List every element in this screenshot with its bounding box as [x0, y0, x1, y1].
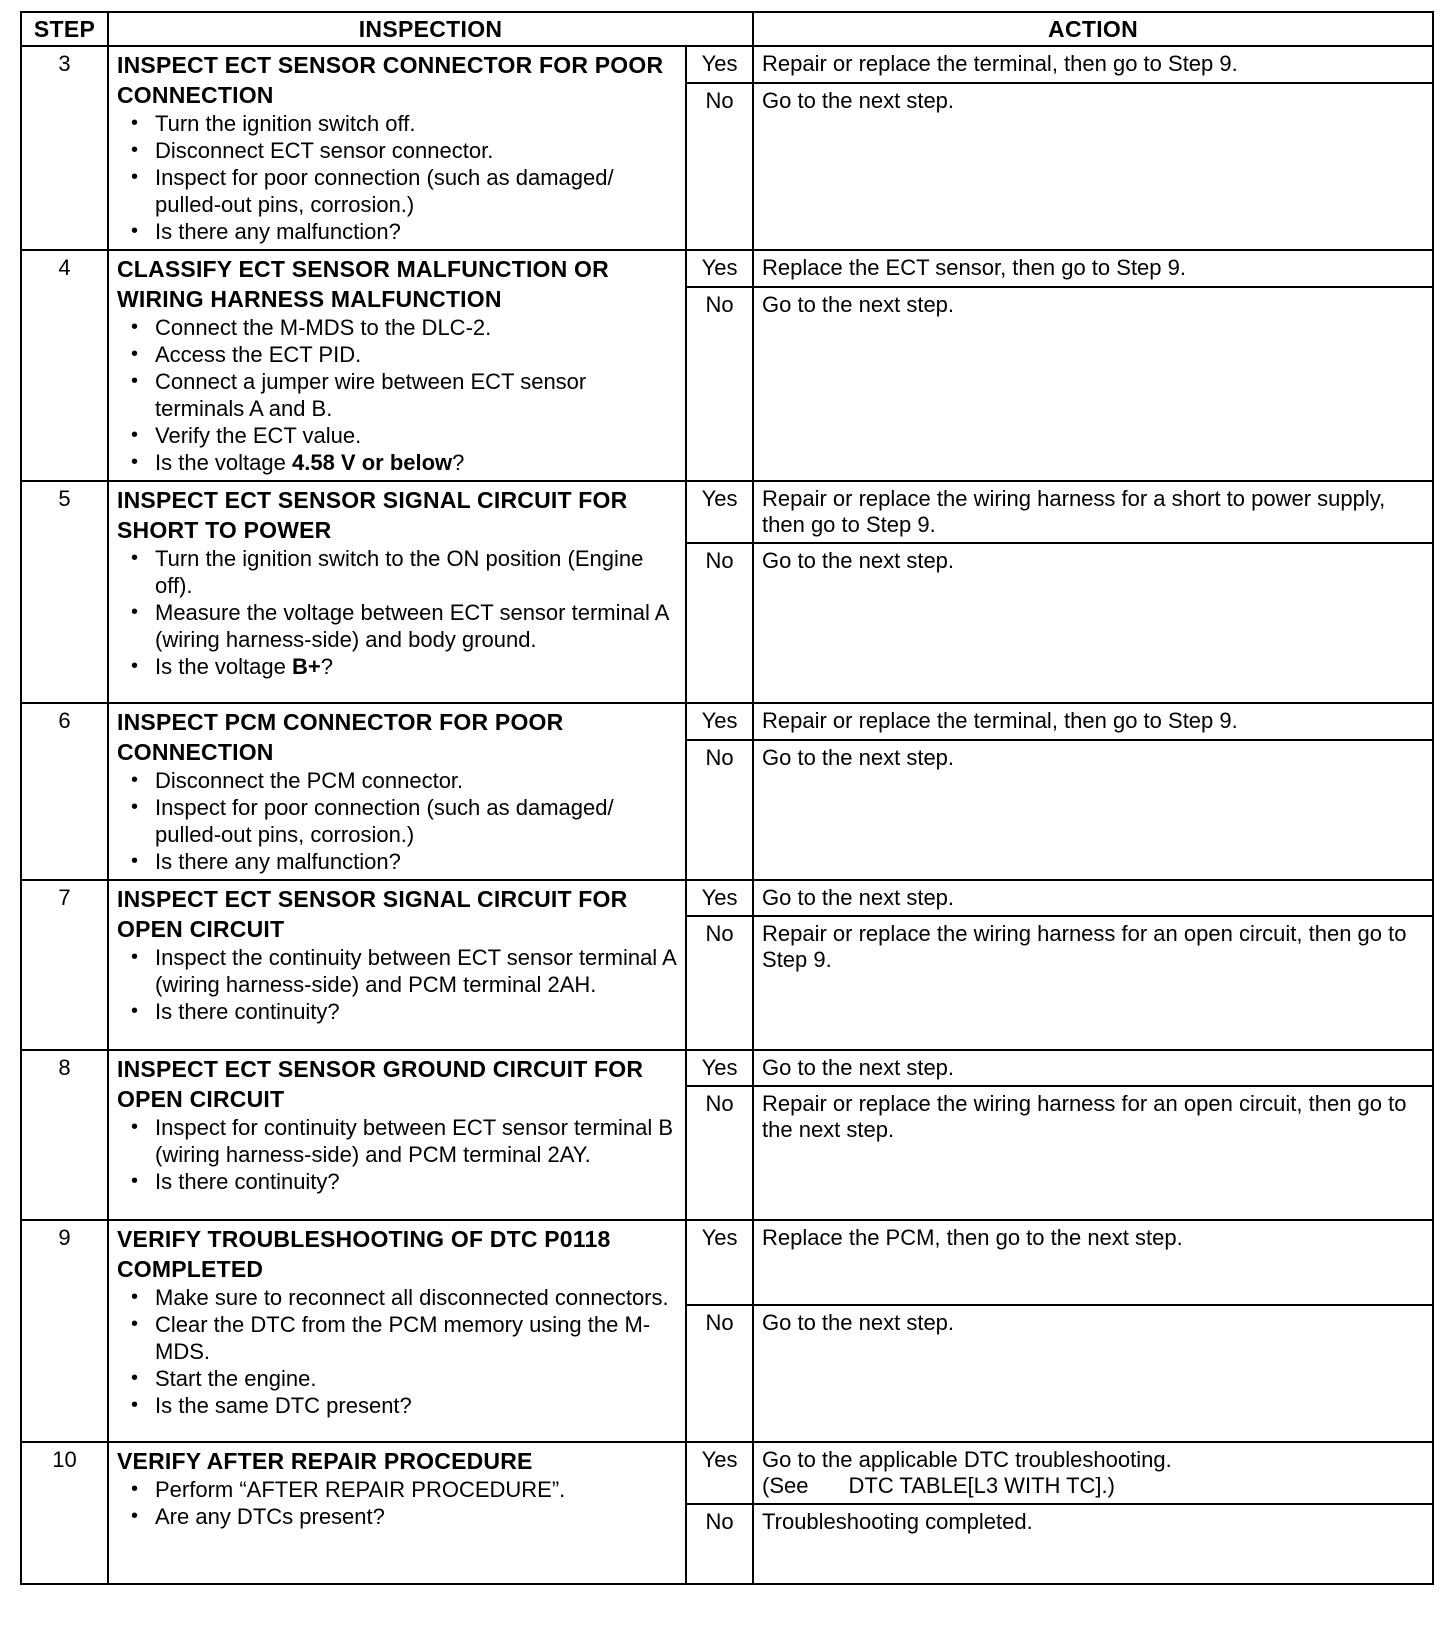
inspection-cell [108, 46, 686, 250]
list-item: • Turn the ignition switch off. [131, 110, 679, 137]
see-reference [762, 1473, 1426, 1499]
no-label: No [686, 1504, 753, 1584]
list-item: • Inspect for continuity between ECT sensor terminal B (wiring harness-side) and PCM terminal 2AY. [131, 1114, 679, 1168]
no-action: Go to the next step. [753, 543, 1433, 703]
step-number: 9 [21, 1220, 108, 1442]
action-header: ACTION [753, 12, 1433, 46]
yes-label: Yes [686, 880, 753, 916]
dtc-table-link[interactable]: DTC TABLE[L3 WITH TC].) [848, 1473, 1115, 1498]
yes-action: Replace the PCM, then go to the next step. [753, 1220, 1433, 1305]
question-end: ? [452, 450, 465, 475]
table-row [21, 481, 1433, 543]
no-action: Go to the next step. [753, 83, 1433, 250]
inspection-cell [108, 481, 686, 703]
no-label: No [686, 83, 753, 250]
table-row [21, 1220, 1433, 1305]
question-end: ? [320, 654, 333, 679]
no-action: Go to the next step. [753, 740, 1433, 880]
link-icon [819, 1480, 839, 1494]
table-row [21, 250, 1433, 287]
table-row [21, 703, 1433, 740]
inspection-header: INSPECTION [108, 12, 753, 46]
inspection-title: VERIFY AFTER REPAIR PROCEDURE [117, 1448, 533, 1474]
yes-action-cell [753, 1442, 1433, 1504]
list-item: • Disconnect ECT sensor connector. [131, 137, 679, 164]
inspection-cell [108, 1220, 686, 1442]
list-item: • Clear the DTC from the PCM memory using the M-MDS. [131, 1311, 679, 1365]
step-number: 8 [21, 1050, 108, 1220]
inspection-cell [108, 250, 686, 481]
step-number: 7 [21, 880, 108, 1050]
no-label: No [686, 1086, 753, 1220]
question-text: Is the voltage [155, 450, 292, 475]
yes-label: Yes [686, 46, 753, 83]
list-item: • Inspect the continuity between ECT sensor terminal A (wiring harness-side) and PCM terminal 2AH. [131, 944, 679, 998]
inspection-cell [108, 880, 686, 1050]
table-row [21, 1442, 1433, 1504]
list-item: • Access the ECT PID. [131, 341, 679, 368]
yes-label: Yes [686, 1442, 753, 1504]
yes-label: Yes [686, 250, 753, 287]
table-row [21, 46, 1433, 83]
list-item: • Is there any malfunction? [131, 848, 679, 875]
inspection-title: INSPECT ECT SENSOR CONNECTOR FOR POOR CONNECTION [117, 52, 664, 108]
inspection-cell [108, 703, 686, 880]
list-item [131, 449, 679, 476]
list-item: • Measure the voltage between ECT sensor terminal A (wiring harness-side) and body ground. [131, 599, 679, 653]
table-row [21, 1050, 1433, 1086]
yes-action: Repair or replace the wiring harness for a short to power supply, then go to Step 9. [753, 481, 1433, 543]
yes-label: Yes [686, 703, 753, 740]
list-item: • Make sure to reconnect all disconnected connectors. [131, 1284, 679, 1311]
inspection-title: INSPECT ECT SENSOR SIGNAL CIRCUIT FOR OPEN CIRCUIT [117, 886, 628, 942]
see-reference-prefix: (See [762, 1473, 809, 1498]
inspection-title: INSPECT ECT SENSOR GROUND CIRCUIT FOR OPEN CIRCUIT [117, 1056, 644, 1112]
inspection-title: VERIFY TROUBLESHOOTING OF DTC P0118 COMPLETED [117, 1226, 611, 1282]
yes-label: Yes [686, 1220, 753, 1305]
no-label: No [686, 543, 753, 703]
list-item: • Disconnect the PCM connector. [131, 767, 679, 794]
list-item: • Perform “AFTER REPAIR PROCEDURE”. [131, 1476, 679, 1503]
list-item: • Turn the ignition switch to the ON position (Engine off). [131, 545, 679, 599]
list-item: • Inspect for poor connection (such as damaged/ pulled-out pins, corrosion.) [131, 164, 679, 218]
step-number: 4 [21, 250, 108, 481]
list-item: • Is there continuity? [131, 998, 679, 1025]
list-item: • Start the engine. [131, 1365, 679, 1392]
no-action: Go to the next step. [753, 1305, 1433, 1442]
table-header-row [21, 12, 1433, 46]
yes-action: Replace the ECT sensor, then go to Step 9. [753, 250, 1433, 287]
list-item [131, 653, 679, 680]
inspection-title: INSPECT PCM CONNECTOR FOR POOR CONNECTION [117, 709, 564, 765]
list-item: • Connect a jumper wire between ECT sensor terminals A and B. [131, 368, 679, 422]
yes-action: Go to the applicable DTC troubleshooting. [762, 1447, 1172, 1472]
yes-action: Repair or replace the terminal, then go to Step 9. [753, 703, 1433, 740]
step-header: STEP [21, 12, 108, 46]
list-item: • Is the same DTC present? [131, 1392, 679, 1419]
no-action: Go to the next step. [753, 287, 1433, 481]
inspection-cell [108, 1442, 686, 1584]
yes-action: Go to the next step. [753, 880, 1433, 916]
no-label: No [686, 916, 753, 1050]
no-action: Troubleshooting completed. [753, 1504, 1433, 1584]
inspection-cell [108, 1050, 686, 1220]
step-number: 5 [21, 481, 108, 703]
diagnostic-procedure-table [20, 11, 1434, 1585]
inspection-title: CLASSIFY ECT SENSOR MALFUNCTION OR WIRING HARNESS MALFUNCTION [117, 256, 609, 312]
no-label: No [686, 287, 753, 481]
list-item: • Are any DTCs present? [131, 1503, 679, 1530]
list-item: • Inspect for poor connection (such as damaged/ pulled-out pins, corrosion.) [131, 794, 679, 848]
list-item: • Connect the M-MDS to the DLC-2. [131, 314, 679, 341]
question-value: 4.58 V or below [291, 450, 453, 475]
no-action: Repair or replace the wiring harness for an open circuit, then go to the next step. [753, 1086, 1433, 1220]
no-label: No [686, 740, 753, 880]
list-item: • Is there any malfunction? [131, 218, 679, 245]
step-number: 3 [21, 46, 108, 250]
step-number: 10 [21, 1442, 108, 1584]
inspection-title: INSPECT ECT SENSOR SIGNAL CIRCUIT FOR SHORT TO POWER [117, 487, 628, 543]
no-action: Repair or replace the wiring harness for an open circuit, then go to Step 9. [753, 916, 1433, 1050]
question-value: B+ [291, 654, 321, 679]
step-number: 6 [21, 703, 108, 880]
yes-label: Yes [686, 481, 753, 543]
yes-action: Repair or replace the terminal, then go to Step 9. [753, 46, 1433, 83]
table-row [21, 880, 1433, 916]
no-label: No [686, 1305, 753, 1442]
list-item: • Verify the ECT value. [131, 422, 679, 449]
question-text: Is the voltage [155, 654, 292, 679]
list-item: • Is there continuity? [131, 1168, 679, 1195]
yes-label: Yes [686, 1050, 753, 1086]
yes-action: Go to the next step. [753, 1050, 1433, 1086]
